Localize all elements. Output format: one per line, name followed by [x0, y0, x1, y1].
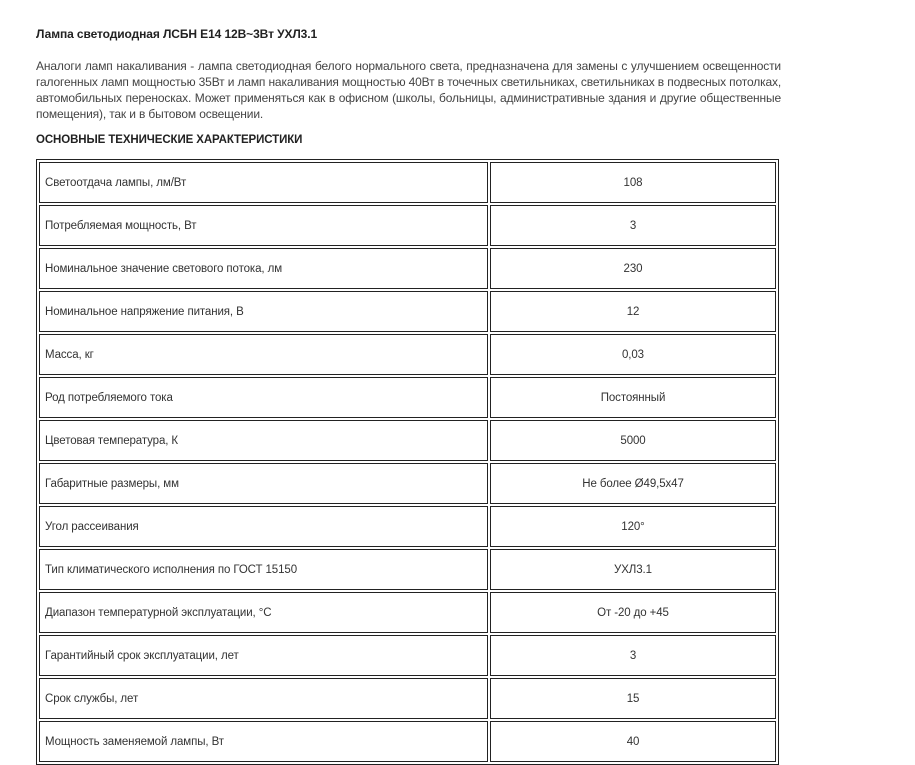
spec-param: Мощность заменяемой лампы, Вт — [39, 721, 488, 762]
table-row — [39, 291, 776, 332]
spec-value: 15 — [490, 678, 776, 719]
spec-param: Гарантийный срок эксплуатации, лет — [39, 635, 488, 676]
table-row — [39, 506, 776, 547]
table-row — [39, 549, 776, 590]
table-row — [39, 420, 776, 461]
spec-param: Потребляемая мощность, Вт — [39, 205, 488, 246]
spec-param: Диапазон температурной эксплуатации, °С — [39, 592, 488, 633]
spec-value: 5000 — [490, 420, 776, 461]
table-row — [39, 635, 776, 676]
spec-param: Габаритные размеры, мм — [39, 463, 488, 504]
table-row — [39, 377, 776, 418]
table-row — [39, 205, 776, 246]
product-title: Лампа светодиодная ЛСБН Е14 12В~3Вт УХЛ3.1 — [36, 27, 318, 41]
spec-value: УХЛ3.1 — [490, 549, 776, 590]
table-row — [39, 463, 776, 504]
spec-param: Масса, кг — [39, 334, 488, 375]
spec-value: 3 — [490, 635, 776, 676]
spec-value: 120° — [490, 506, 776, 547]
spec-value: 40 — [490, 721, 776, 762]
spec-value: 0,03 — [490, 334, 776, 375]
table-row — [39, 162, 776, 203]
spec-value: 230 — [490, 248, 776, 289]
spec-value: 3 — [490, 205, 776, 246]
spec-value: 108 — [490, 162, 776, 203]
spec-value: 12 — [490, 291, 776, 332]
spec-value: Не более Ø49,5х47 — [490, 463, 776, 504]
specs-heading: ОСНОВНЫЕ ТЕХНИЧЕСКИЕ ХАРАКТЕРИСТИКИ — [36, 134, 303, 146]
spec-param: Тип климатического исполнения по ГОСТ 15150 — [39, 549, 488, 590]
spec-param: Номинальное значение светового потока, лм — [39, 248, 488, 289]
spec-value: От -20 до +45 — [490, 592, 776, 633]
product-description: Аналоги ламп накаливания - лампа светодиодная белого нормального света, предназначена для замены с улучшением освещенности галогенных ламп мощностью 35Вт и ламп накаливания мощностью 40Вт в точечных светильниках, светильниках в подвесных потолках, автомобильных переносках. Может применяться как в офисном (школы, больницы, административные здания и другие общественные помещения), так и в бытовом освещении. — [36, 59, 781, 121]
spec-value: Постоянный — [490, 377, 776, 418]
table-row — [39, 721, 776, 762]
specs-table — [36, 159, 779, 765]
spec-param: Срок службы, лет — [39, 678, 488, 719]
table-row — [39, 334, 776, 375]
spec-param: Номинальное напряжение питания, В — [39, 291, 488, 332]
table-row — [39, 678, 776, 719]
spec-param: Род потребляемого тока — [39, 377, 488, 418]
table-row — [39, 592, 776, 633]
table-row — [39, 248, 776, 289]
product-content — [36, 26, 781, 765]
spec-param: Цветовая температура, К — [39, 420, 488, 461]
spec-param: Светоотдача лампы, лм/Вт — [39, 162, 488, 203]
spec-param: Угол рассеивания — [39, 506, 488, 547]
